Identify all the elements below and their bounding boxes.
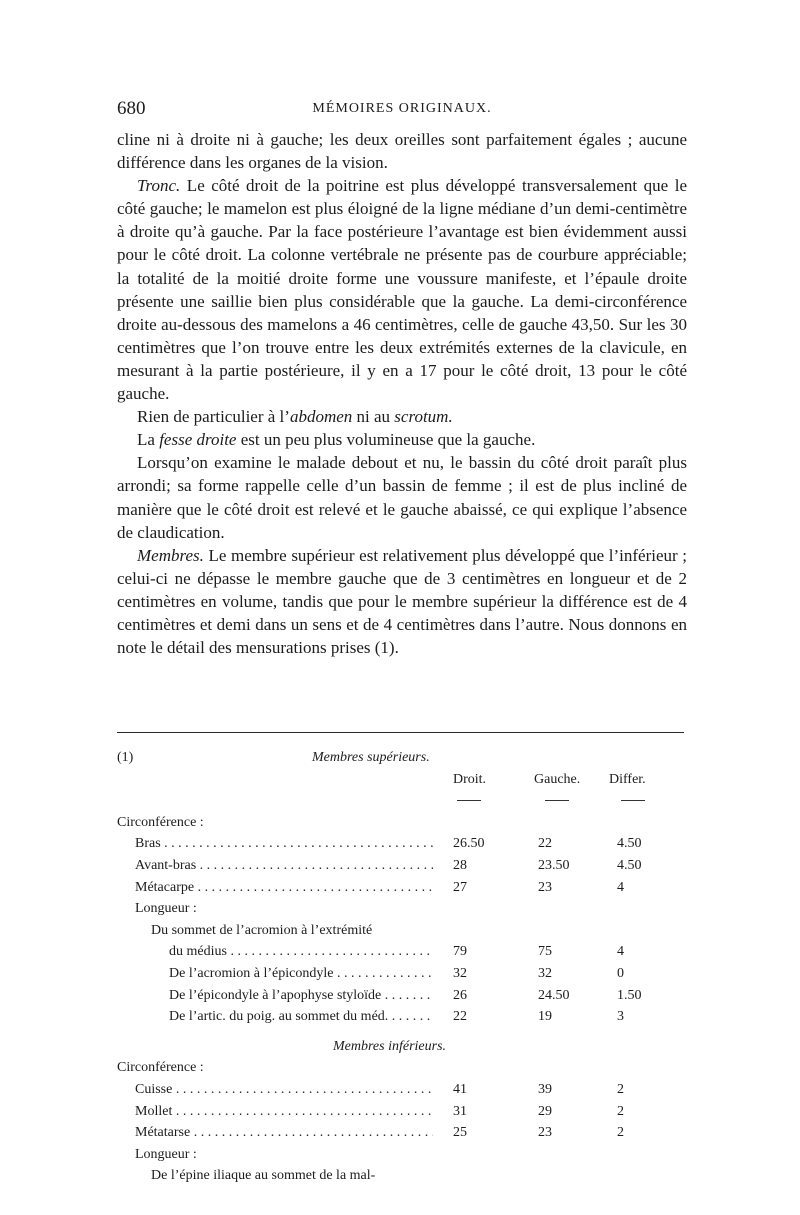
value-gauche: 22 (538, 836, 552, 852)
col-header-droit: Droit. (453, 771, 487, 787)
section-label-row (117, 815, 687, 837)
section-lead-membres: Membres. (137, 545, 204, 565)
column-rule-row (117, 793, 687, 815)
table-row-text (117, 923, 687, 945)
value-droit: 27 (453, 879, 467, 895)
col-header-differ: Differ. (609, 771, 646, 787)
value-differ: 2 (617, 1081, 624, 1097)
table-row (117, 880, 687, 902)
value-gauche: 23.50 (538, 857, 570, 873)
value-differ: 0 (617, 965, 624, 981)
section-lead-tronc: Tronc. (137, 176, 181, 196)
col-header-gauche: Gauche. (534, 771, 581, 787)
lower-title-row (117, 1039, 687, 1061)
upper-circumference-rows (117, 836, 687, 901)
footnote-separator (117, 732, 684, 733)
value-droit: 79 (453, 944, 467, 960)
section-label-row (117, 901, 687, 923)
row-label: De l’épicondyle à l’apophyse styloïde . . . (169, 988, 433, 1004)
column-header-row (117, 772, 687, 794)
circumference-label: Circonférence : (117, 1060, 204, 1076)
row-label: Métacarpe . . . (135, 880, 433, 896)
lower-length-first-line: De l’épine iliaque au sommet de la mal- (151, 1168, 376, 1184)
value-differ: 4.50 (617, 836, 642, 852)
value-differ: 2 (617, 1125, 624, 1141)
term-fesse-droite: fesse droite (159, 430, 237, 450)
table-row-text (117, 1168, 687, 1190)
table-row (117, 858, 687, 880)
value-differ: 1.50 (617, 987, 642, 1003)
value-differ: 3 (617, 1009, 624, 1025)
row-label: Bras . . . (135, 836, 433, 852)
value-differ: 2 (617, 1103, 624, 1119)
table-row (117, 988, 687, 1010)
table-row (117, 1009, 687, 1031)
row-label: Mollet . . . (135, 1104, 433, 1120)
value-droit: 31 (453, 1103, 467, 1119)
paragraph-tronc: Tronc. Le côté droit de la poitrine est plus développé transversalement que le côté gauche; le mamelon est plus éloigné de la ligne médiane d’un demi-centimètre à droite qu’à gauche. Par la face postérieure l’avantage est bien évidemment aussi pour le côté droit. La colonne vertébrale ne présente pas de courbure appréciable; la totalité de la moitié droite forme une voussure manifeste, et l’épaule droite présente une saillie bien plus considérable que la gauche. La demi-circonférence droite au-dessous des mamelons a 46 centimètres, celle de gauche 43,50. Sur les 30 centimètres que l’on trouve entre les deux extrémités externes de la clavicule, en mesurant à la partie postérieure, il y en a 17 pour le côté droit, 13 pour le côté gauche. (117, 176, 687, 404)
page-number: 680 (117, 98, 146, 119)
running-title: MÉMOIRES ORIGINAUX. (312, 101, 492, 116)
table-row (117, 1104, 687, 1126)
row-label: Cuisse . . . (135, 1082, 433, 1098)
table-row (117, 944, 687, 966)
row-label: du médius . . . (169, 944, 433, 960)
col-rule (621, 793, 645, 809)
row-label: Métatarse . . . (135, 1125, 433, 1141)
table-row (117, 1082, 687, 1104)
col-rule (457, 793, 481, 809)
value-droit: 22 (453, 1009, 467, 1025)
table-title-upper: Membres supérieurs. (312, 750, 430, 765)
lower-circumference-rows (117, 1082, 687, 1147)
value-gauche: 19 (538, 1009, 552, 1025)
paragraph-bassin: Lorsqu’on examine le malade debout et nu, le bassin du côté droit paraît plus arrondi; sa forme rappelle celle d’un bassin de femme ; il est de plus incliné de manière que le côté droit est relevé et le gauche abaissé, ce qui explique l’absence de claudication. (117, 453, 687, 542)
value-differ: 4.50 (617, 857, 642, 873)
value-droit: 28 (453, 857, 467, 873)
value-gauche: 32 (538, 965, 552, 981)
section-label-row (117, 1060, 687, 1082)
paragraph-abdomen: Rien de particulier à l’abdomen ni au scrotum. (137, 407, 453, 427)
paragraph-vision: cline ni à droite ni à gauche; les deux oreilles sont parfaitement égales ; aucune différence dans les organes de la vision. (117, 130, 687, 173)
footnote-marker: (1) (117, 750, 134, 765)
table-title-lower: Membres inférieurs. (333, 1038, 447, 1054)
value-differ: 4 (617, 879, 624, 895)
table-row (117, 1125, 687, 1147)
value-gauche: 23 (538, 1125, 552, 1141)
value-droit: 41 (453, 1081, 467, 1097)
row-label: Avant-bras . . . (135, 858, 433, 874)
length-first-line: Du sommet de l’acromion à l’extrémité (151, 922, 373, 938)
paragraph-fesse: La fesse droite est un peu plus volumineuse que la gauche. (137, 430, 536, 450)
value-gauche: 75 (538, 944, 552, 960)
term-abdomen: abdomen (289, 407, 353, 427)
body-text (117, 128, 687, 659)
table-row (117, 966, 687, 988)
paragraph-membres: Membres. Le membre supérieur est relativement plus développé que l’inférieur ; celui-ci ne dépasse le membre gauche que de 3 centimètres en longueur et de 2 centimètres en volume, tandis que pour le membre supérieur la différence est de 4 centimètres et demi dans un sens et de 4 centimètres dans l’autre. Nous donnons en note le détail des mensurations prises (1). (117, 545, 687, 658)
footnote-title-row (117, 750, 687, 772)
value-gauche: 29 (538, 1103, 552, 1119)
row-label: De l’artic. du poig. au sommet du méd. . . . (169, 1009, 433, 1025)
value-gauche: 39 (538, 1081, 552, 1097)
value-gauche: 23 (538, 879, 552, 895)
upper-length-rows (117, 944, 687, 1030)
page-header (117, 98, 687, 120)
footnote-table (117, 750, 687, 1190)
length-label: Longueur : (135, 901, 197, 917)
term-scrotum: scrotum. (394, 407, 453, 427)
section-label-row (117, 1147, 687, 1169)
table-row (117, 836, 687, 858)
value-droit: 25 (453, 1125, 467, 1141)
circumference-label: Circonférence : (117, 814, 204, 830)
value-droit: 32 (453, 965, 467, 981)
value-differ: 4 (617, 944, 624, 960)
value-gauche: 24.50 (538, 987, 570, 1003)
value-droit: 26.50 (453, 836, 485, 852)
row-label: De l’acromion à l’épicondyle . . . (169, 966, 433, 982)
value-droit: 26 (453, 987, 467, 1003)
col-rule (545, 793, 569, 809)
length-label: Longueur : (135, 1146, 197, 1162)
